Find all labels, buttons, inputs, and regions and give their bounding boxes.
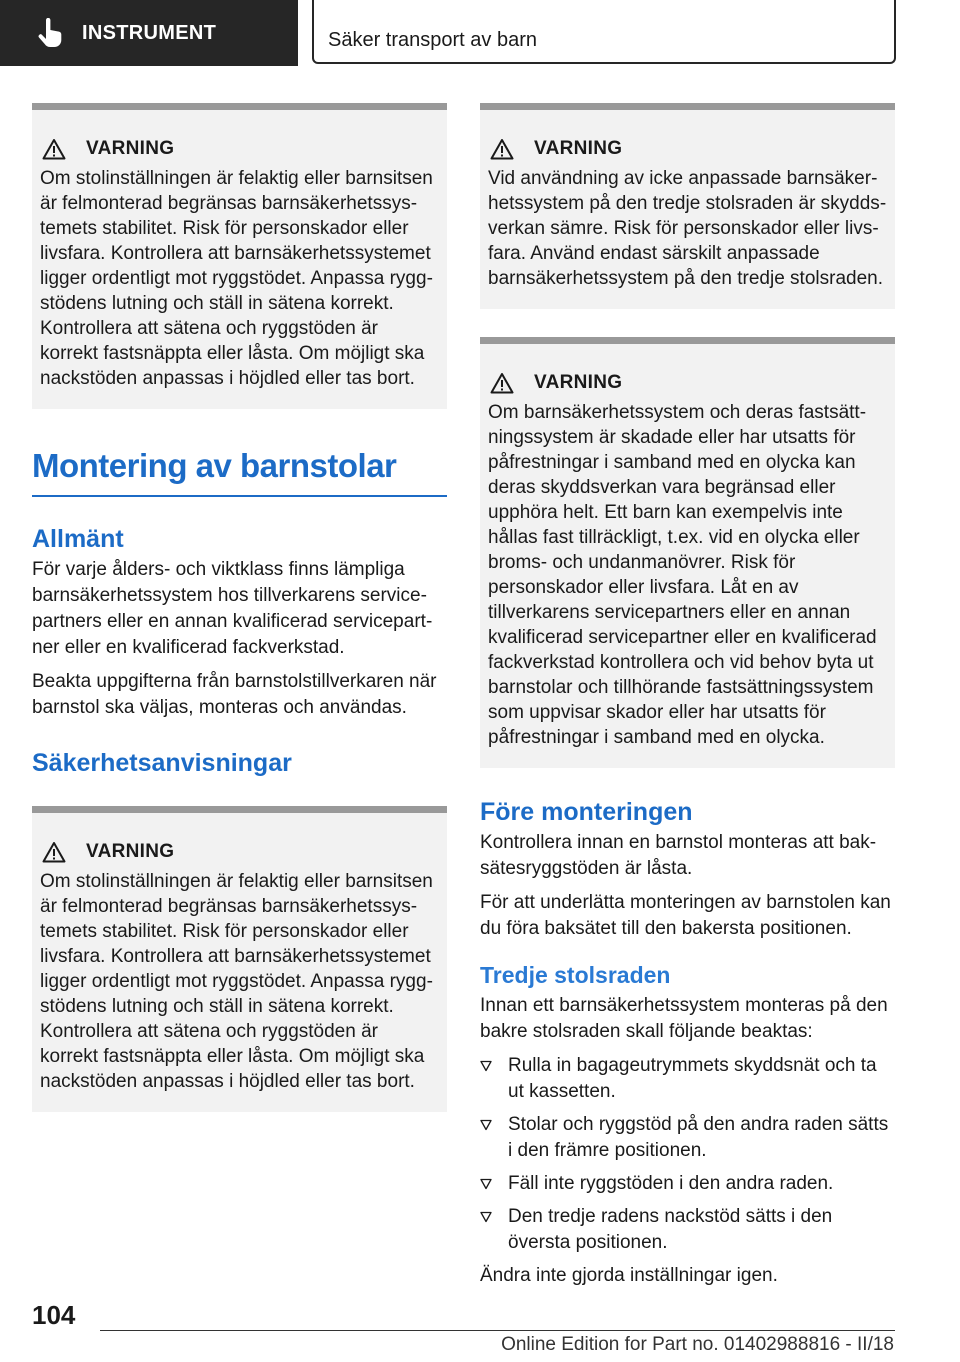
warning-box bbox=[480, 103, 895, 309]
warning-text: Om stolinställningen är felaktig eller barnsitsen är felmonterad begränsas barnsäkerhetssystemets stabilitet. Risk för personskador eller livsfara. Kontrollera att barnsäkerhetssystemet ligger ordentligt mot ryggstödet. Anpassa ryggstödens lutning och ställ in sätena korrekt. Kontrollera att sätena och ryggstöden är korrekt fastsnäppta eller låsta. Om möjligt ska nackstöden anpassas i höjdled eller tas bort. bbox=[40, 871, 433, 1092]
left-column bbox=[32, 103, 447, 1112]
warning-triangle-icon bbox=[42, 841, 66, 863]
third-row-heading: Tredje stolsraden bbox=[480, 962, 671, 988]
triangle-bullet-icon bbox=[480, 1060, 492, 1072]
triangle-bullet-icon bbox=[480, 1178, 492, 1190]
footer-rule bbox=[100, 1330, 895, 1331]
third-row-paragraph-1: Innan ett barnsäkerhetssystem monteras på den bakre stolsraden skall följande beaktas: bbox=[480, 995, 888, 1042]
list-item-text: Stolar och ryggstöd på den andra raden sätts i den främre positionen. bbox=[508, 1114, 889, 1161]
main-heading: Montering av barnstolar bbox=[32, 447, 397, 484]
general-paragraph-1: För varje ålders- och viktklass finns lämpliga barnsäkerhetssystem hos tillverkarens servicepartners eller en annan kvalificerad servicepartner eller en kvalificerad fackverkstad. bbox=[32, 559, 433, 658]
general-paragraph-2: Beakta uppgifterna från barnstolstillverkaren när barnstol ska väljas, monteras och användas. bbox=[32, 671, 437, 718]
list-item-text: Fäll inte ryggstöden i den andra raden. bbox=[508, 1173, 834, 1194]
warning-triangle-icon bbox=[42, 138, 66, 160]
bullet-list bbox=[480, 1053, 895, 1256]
warning-header bbox=[490, 370, 887, 395]
safety-heading: Säkerhetsanvisningar bbox=[32, 749, 292, 777]
warning-header bbox=[42, 136, 439, 161]
list-item bbox=[480, 1171, 895, 1197]
footer-edition: Online Edition for Part no. 01402988816 - II/18 bbox=[501, 1334, 894, 1355]
page-number: 104 bbox=[32, 1300, 76, 1330]
before-paragraph-2: För att underlätta monteringen av barnstolen kan du föra baksätet till den bakersta positionen. bbox=[480, 892, 891, 939]
third-row-paragraph-2: Ändra inte gjorda inställningar igen. bbox=[480, 1265, 778, 1286]
pointing-hand-icon bbox=[36, 18, 64, 48]
list-item-text: Den tredje radens nackstöd sätts i den översta positionen. bbox=[508, 1206, 833, 1253]
list-item bbox=[480, 1053, 895, 1105]
triangle-bullet-icon bbox=[480, 1119, 492, 1131]
section-title: Säker transport av barn bbox=[328, 29, 537, 51]
warning-box bbox=[32, 103, 447, 409]
warning-header bbox=[42, 839, 439, 864]
warning-title: VARNING bbox=[534, 138, 623, 159]
general-heading: Allmänt bbox=[32, 525, 124, 553]
triangle-bullet-icon bbox=[480, 1211, 492, 1223]
warning-box bbox=[480, 337, 895, 768]
before-paragraph-1: Kontrollera innan en barnstol monteras att baksätesryggstöden är låsta. bbox=[480, 832, 877, 879]
warning-title: VARNING bbox=[534, 372, 623, 393]
header-tab bbox=[0, 0, 298, 66]
warning-title: VARNING bbox=[86, 138, 175, 159]
list-item bbox=[480, 1112, 895, 1164]
before-mounting-heading: Före monteringen bbox=[480, 798, 693, 826]
warning-text: Om stolinställningen är felaktig eller barnsitsen är felmonterad begränsas barnsäkerhetssystemets stabilitet. Risk för personskador eller livsfara. Kontrollera att barnsäkerhetssystemet ligger ordentligt mot ryggstödet. Anpassa ryggstödens lutning och ställ in sätena korrekt. Kontrollera att sätena och ryggstöden är korrekt fastsnäppta eller låsta. Om möjligt ska nackstöden anpassas i höjdled eller tas bort. bbox=[40, 168, 433, 389]
warning-text: Om barnsäkerhetssystem och deras fastsättningssystem är skadade eller har utsatts för påfrestningar i samband med en olycka kan deras skyddsverkan vara begränsad eller upphöra helt. Ett barn kan exempelvis inte hållas fast tillräckligt, t.ex. vid en olycka eller broms- och undanmanövrer. Risk för personskador eller livsfara. Låt en av tillverkarens servicepartners eller en annan kvalificerad servicepartner eller en kvalificerad fackverkstad kontrollera och vid behov byta ut barnstolar och tillhörande fastsättningssystem som uppvisar skador eller har utsatts för påfrestningar i samband med en olycka. bbox=[488, 402, 877, 748]
list-item-text: Rulla in bagageutrymmets skyddsnät och ta ut kassetten. bbox=[508, 1055, 877, 1102]
warning-header bbox=[490, 136, 887, 161]
warning-triangle-icon bbox=[490, 372, 514, 394]
heading-rule bbox=[32, 485, 447, 497]
warning-title: VARNING bbox=[86, 841, 175, 862]
warning-box bbox=[32, 806, 447, 1112]
warning-text: Vid användning av icke anpassade barnsäkerhetssystem på den tredje stolsraden är skyddsverkan sämre. Risk för personskador eller livsfara. Använd endast särskilt anpassade barnsäkerhetssystem på den tredje stolsraden. bbox=[488, 168, 887, 289]
right-column bbox=[480, 103, 895, 1297]
header-tab-label: INSTRUMENT bbox=[82, 21, 217, 44]
list-item bbox=[480, 1204, 895, 1256]
warning-triangle-icon bbox=[490, 138, 514, 160]
header-section-box bbox=[312, 0, 896, 64]
